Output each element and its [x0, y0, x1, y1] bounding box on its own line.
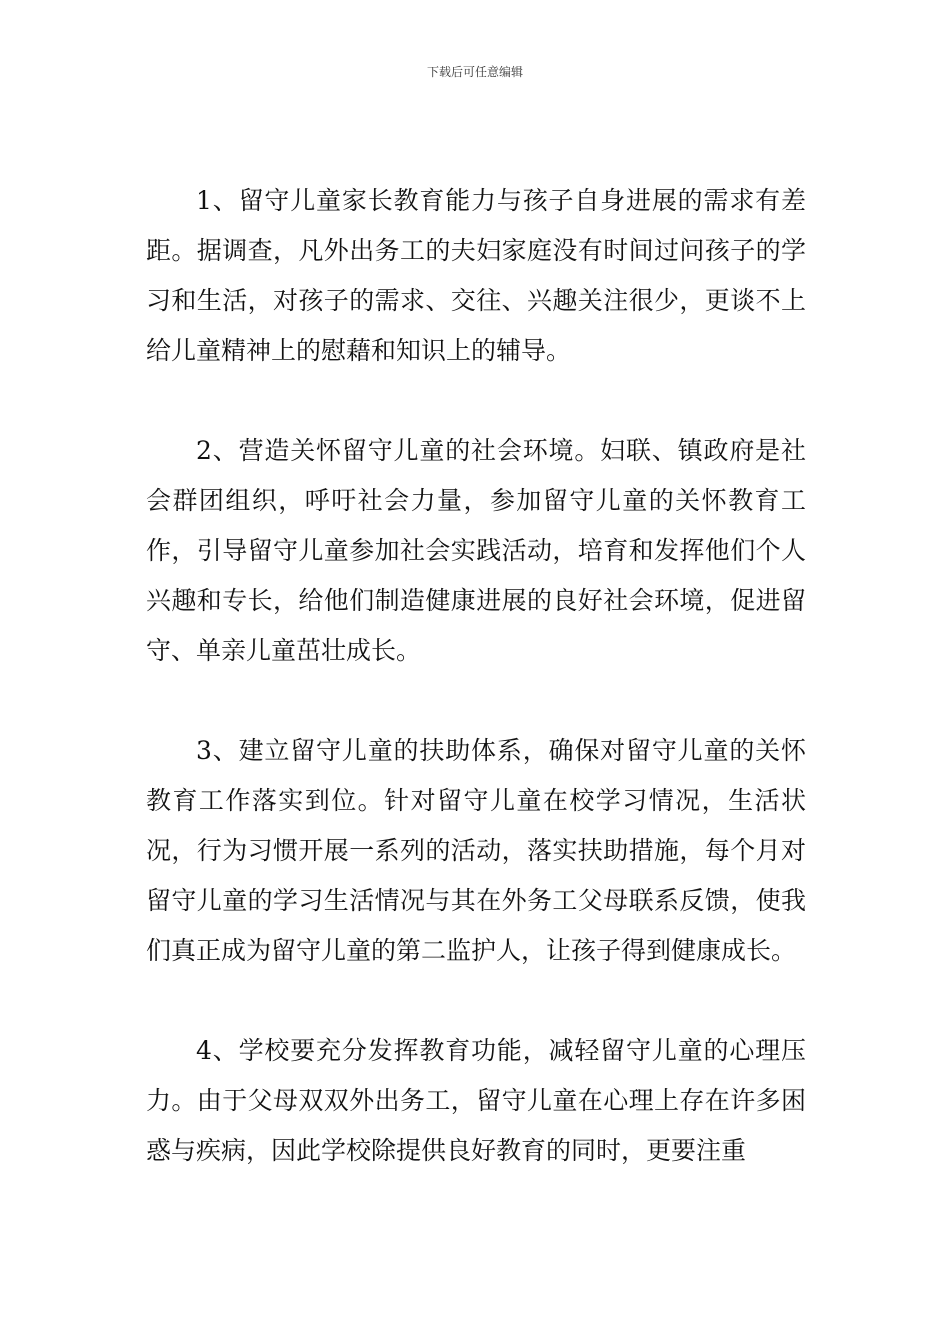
paragraph-1: 1、留守儿童家长教育能力与孩子自身进展的需求有差距。据调查，凡外出务工的夫妇家庭没有时间过问孩子的学习和生活，对孩子的需求、交往、兴趣关注很少，更谈不上给儿童精神上的慰藉和知识上的辅导。: [146, 186, 806, 365]
document-body: [146, 176, 806, 1226]
paragraph-3: 3、建立留守儿童的扶助体系，确保对留守儿童的关怀教育工作落实到位。针对留守儿童在校学习情况，生活状况，行为习惯开展一系列的活动，落实扶助措施，每个月对留守儿童的学习生活情况与其在外务工父母联系反馈，使我们真正成为留守儿童的第二监护人，让孩子得到健康成长。: [146, 736, 806, 965]
paragraph-4: 4、学校要充分发挥教育功能，减轻留守儿童的心理压力。由于父母双双外出务工，留守儿童在心理上存在许多困惑与疾病，因此学校除提供良好教育的同时，更要注重: [146, 1036, 806, 1165]
paragraph-2: 2、营造关怀留守儿童的社会环境。妇联、镇政府是社会群团组织，呼吁社会力量，参加留守儿童的关怀教育工作，引导留守儿童参加社会实践活动，培育和发挥他们个人兴趣和专长，给他们制造健康进展的良好社会环境，促进留守、单亲儿童茁壮成长。: [146, 436, 806, 665]
page-header: 下载后可任意编辑: [426, 65, 523, 79]
